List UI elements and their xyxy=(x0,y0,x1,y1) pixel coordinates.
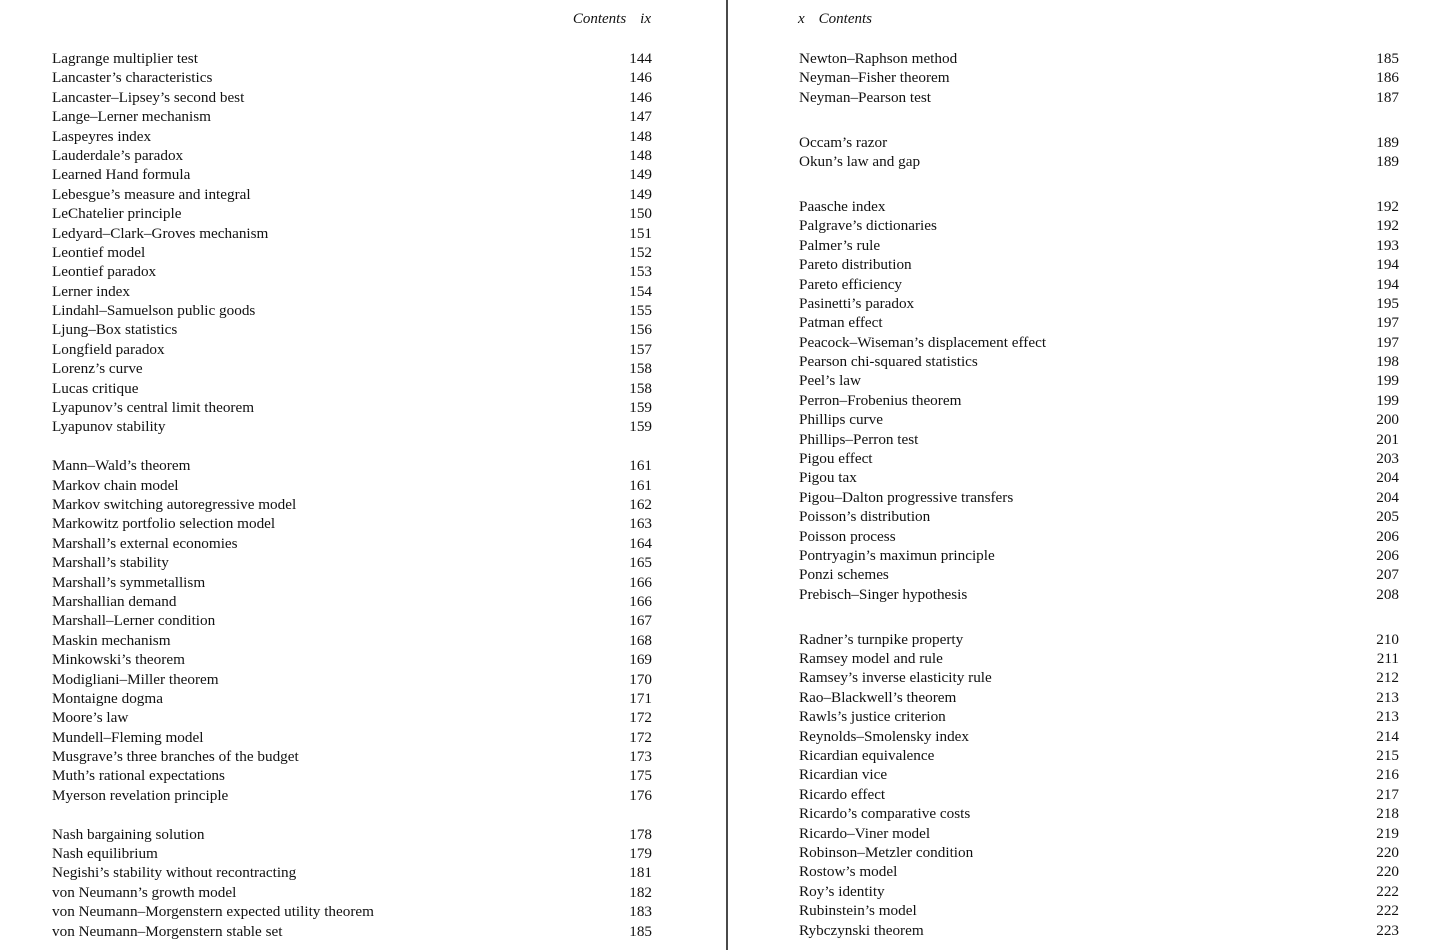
entry-page-number: 185 xyxy=(629,922,652,940)
entry-title: Learned Hand formula xyxy=(52,166,191,184)
toc-entry[interactable] xyxy=(52,611,652,630)
entry-title: Lorenz’s curve xyxy=(52,360,143,378)
entry-page-number: 197 xyxy=(1376,333,1399,351)
entry-page-number: 166 xyxy=(629,592,652,610)
entry-page-number: 153 xyxy=(629,263,652,281)
entry-title: von Neumann–Morgenstern stable set xyxy=(52,922,283,940)
entry-page-number: 213 xyxy=(1376,708,1399,726)
entry-title: Patman effect xyxy=(799,314,883,332)
entry-page-number: 159 xyxy=(629,418,652,436)
toc-entry[interactable] xyxy=(799,49,1399,68)
entry-title: Nash bargaining solution xyxy=(52,825,205,843)
toc-entry[interactable] xyxy=(52,456,652,475)
entry-page-number: 193 xyxy=(1376,236,1399,254)
toc-entry[interactable] xyxy=(799,649,1399,668)
entry-title: Myerson revelation principle xyxy=(52,786,229,804)
entry-title: Nash equilibrium xyxy=(52,845,158,863)
entry-page-number: 185 xyxy=(1376,50,1399,67)
entry-title: Lyapunov’s central limit theorem xyxy=(52,399,255,417)
entry-page-number: 212 xyxy=(1376,669,1399,687)
toc-entry[interactable] xyxy=(799,88,1399,107)
toc-entry[interactable] xyxy=(52,514,652,533)
toc-entry[interactable] xyxy=(799,746,1399,765)
entry-title: Prebisch–Singer hypothesis xyxy=(799,585,968,603)
entry-page-number: 148 xyxy=(629,127,652,145)
entry-page-number: 150 xyxy=(629,205,652,223)
entry-page-number: 192 xyxy=(1376,217,1399,235)
toc-entry[interactable] xyxy=(52,553,652,572)
entry-page-number: 144 xyxy=(629,50,652,67)
entry-title: Pareto efficiency xyxy=(799,275,903,293)
toc-entry[interactable] xyxy=(52,786,652,805)
toc-entry[interactable] xyxy=(799,488,1399,507)
toc-entry[interactable] xyxy=(52,534,652,553)
toc-entry[interactable] xyxy=(799,152,1399,171)
toc-entry[interactable] xyxy=(799,707,1399,726)
entry-title: Lange–Lerner mechanism xyxy=(52,108,211,126)
entry-page-number: 208 xyxy=(1376,585,1399,603)
entry-title: Roy’s identity xyxy=(799,882,885,900)
entry-page-number: 220 xyxy=(1376,843,1399,861)
entry-title: Lancaster–Lipsey’s second best xyxy=(52,88,245,106)
toc-entry[interactable] xyxy=(799,843,1399,862)
toc-entry[interactable] xyxy=(799,921,1399,940)
entry-title: Peacock–Wiseman’s displacement effect xyxy=(799,333,1047,351)
entry-page-number: 220 xyxy=(1376,863,1399,881)
toc-entry[interactable] xyxy=(799,255,1399,274)
entry-page-number: 186 xyxy=(1376,69,1399,87)
toc-entry[interactable] xyxy=(52,165,652,184)
entry-page-number: 167 xyxy=(629,612,652,630)
entry-title: Pigou–Dalton progressive transfers xyxy=(799,488,1014,506)
entry-title: Minkowski’s theorem xyxy=(52,651,185,669)
entry-title: Leontief paradox xyxy=(52,263,157,281)
toc-entry[interactable] xyxy=(799,668,1399,687)
entry-page-number: 198 xyxy=(1376,353,1399,371)
toc-entry[interactable] xyxy=(52,476,652,495)
toc-entry[interactable] xyxy=(52,592,652,611)
toc-entry[interactable] xyxy=(799,449,1399,468)
entry-title: Maskin mechanism xyxy=(52,631,171,649)
toc-entry[interactable] xyxy=(52,49,652,68)
entry-page-number: 204 xyxy=(1376,469,1399,487)
entry-page-number: 213 xyxy=(1376,688,1399,706)
entry-page-number: 155 xyxy=(629,302,652,320)
entry-title: Lerner index xyxy=(52,282,131,300)
toc-entry[interactable] xyxy=(799,785,1399,804)
entry-page-number: 164 xyxy=(629,534,652,552)
toc-entry[interactable] xyxy=(52,301,652,320)
toc-entry[interactable] xyxy=(52,417,652,436)
entry-title: Markov chain model xyxy=(52,476,179,494)
entry-page-number: 216 xyxy=(1376,766,1399,784)
entry-page-number: 199 xyxy=(1376,372,1399,390)
entry-title: Markowitz portfolio selection model xyxy=(52,515,276,533)
toc-entry[interactable] xyxy=(799,546,1399,565)
entry-title: Perron–Frobenius theorem xyxy=(799,391,962,409)
toc-entry[interactable] xyxy=(799,527,1399,546)
toc-entry[interactable] xyxy=(52,689,652,708)
toc-entry[interactable] xyxy=(799,804,1399,823)
entry-page-number: 206 xyxy=(1376,546,1399,564)
entry-page-number: 165 xyxy=(629,554,652,572)
entry-page-number: 183 xyxy=(629,903,652,921)
running-head-right xyxy=(798,11,872,28)
toc-entry[interactable] xyxy=(799,430,1399,449)
entry-title: Paasche index xyxy=(799,197,886,215)
entry-page-number: 222 xyxy=(1376,902,1399,920)
entry-title: Pigou tax xyxy=(799,469,857,487)
toc-entry[interactable] xyxy=(52,825,652,844)
entry-title: Marshall’s stability xyxy=(52,554,169,572)
entry-page-number: 195 xyxy=(1376,294,1399,312)
entry-page-number: 162 xyxy=(629,495,652,513)
entry-page-number: 189 xyxy=(1376,133,1399,151)
entry-page-number: 218 xyxy=(1376,805,1399,823)
entry-page-number: 169 xyxy=(629,651,652,669)
entry-title: Mundell–Fleming model xyxy=(52,728,204,746)
toc-entry[interactable] xyxy=(52,88,652,107)
toc-entry[interactable] xyxy=(799,585,1399,604)
entry-title: Palgrave’s dictionaries xyxy=(799,217,937,235)
toc-entry[interactable] xyxy=(799,727,1399,746)
entry-page-number: 154 xyxy=(629,282,652,300)
toc-entry[interactable] xyxy=(52,127,652,146)
toc-entry[interactable] xyxy=(52,650,652,669)
entry-title: Muth’s rational expectations xyxy=(52,767,225,785)
entry-page-number: 205 xyxy=(1376,508,1399,526)
entry-title: Phillips–Perron test xyxy=(799,430,919,448)
entry-page-number: 148 xyxy=(629,146,652,164)
toc-entry[interactable] xyxy=(52,204,652,223)
toc-entry[interactable] xyxy=(52,844,652,863)
toc-entry[interactable] xyxy=(799,371,1399,390)
entry-title: Ponzi schemes xyxy=(799,566,889,584)
toc-entry[interactable] xyxy=(52,224,652,243)
entry-page-number: 149 xyxy=(629,166,652,184)
entry-title: Ljung–Box statistics xyxy=(52,321,178,339)
toc-entry[interactable] xyxy=(52,766,652,785)
toc-entry[interactable] xyxy=(799,824,1399,843)
entry-page-number: 192 xyxy=(1376,197,1399,215)
entry-title: Peel’s law xyxy=(799,372,862,390)
entry-title: Pasinetti’s paradox xyxy=(799,294,915,312)
toc-entry[interactable] xyxy=(52,863,652,882)
entry-page-number: 151 xyxy=(629,224,652,242)
toc-entry[interactable] xyxy=(799,216,1399,235)
toc-entry[interactable] xyxy=(799,294,1399,313)
entry-title: Marshall’s external economies xyxy=(52,534,238,552)
contents-list-right xyxy=(799,49,1399,940)
entry-title: Rawls’s justice criterion xyxy=(799,708,946,726)
entry-page-number: 149 xyxy=(629,185,652,203)
contents-list-left xyxy=(52,49,652,941)
toc-entry[interactable] xyxy=(52,922,652,941)
group-spacer xyxy=(799,107,1399,133)
running-head-left xyxy=(573,11,651,28)
entry-title: Rubinstein’s model xyxy=(799,902,917,920)
entry-title: Phillips curve xyxy=(799,411,883,429)
entry-title: Lindahl–Samuelson public goods xyxy=(52,302,256,320)
toc-entry[interactable] xyxy=(799,468,1399,487)
entry-title: Leontief model xyxy=(52,243,146,261)
entry-page-number: 158 xyxy=(629,379,652,397)
entry-title: Lauderdale’s paradox xyxy=(52,146,184,164)
toc-entry[interactable] xyxy=(52,747,652,766)
entry-page-number: 194 xyxy=(1376,256,1399,274)
toc-entry[interactable] xyxy=(52,379,652,398)
toc-entry[interactable] xyxy=(52,68,652,87)
toc-entry[interactable] xyxy=(799,133,1399,152)
toc-entry[interactable] xyxy=(52,320,652,339)
group-spacer xyxy=(52,805,652,824)
toc-entry[interactable] xyxy=(52,670,652,689)
toc-entry[interactable] xyxy=(52,728,652,747)
entry-title: Ricardian equivalence xyxy=(799,747,935,764)
toc-entry[interactable] xyxy=(799,236,1399,255)
entry-page-number: 187 xyxy=(1376,88,1399,106)
entry-title: Negishi’s stability without recontracting xyxy=(52,864,297,882)
toc-entry[interactable] xyxy=(52,398,652,417)
entry-page-number: 156 xyxy=(629,321,652,339)
toc-entry[interactable] xyxy=(799,507,1399,526)
entry-page-number: 161 xyxy=(629,476,652,494)
entry-title: Ramsey model and rule xyxy=(799,650,943,668)
entry-page-number: 170 xyxy=(629,670,652,688)
entry-page-number: 179 xyxy=(629,845,652,863)
entry-title: Modigliani–Miller theorem xyxy=(52,670,219,688)
entry-page-number: 215 xyxy=(1376,747,1399,764)
toc-entry[interactable] xyxy=(799,68,1399,87)
entry-page-number: 217 xyxy=(1376,785,1399,803)
entry-page-number: 161 xyxy=(629,457,652,475)
entry-page-number: 163 xyxy=(629,515,652,533)
running-head-title: Contents xyxy=(818,11,873,27)
entry-title: Laspeyres index xyxy=(52,127,152,145)
entry-page-number: 204 xyxy=(1376,488,1399,506)
toc-entry[interactable] xyxy=(799,333,1399,352)
toc-entry[interactable] xyxy=(52,708,652,727)
entry-page-number: 219 xyxy=(1376,824,1399,842)
entry-title: Ricardo–Viner model xyxy=(799,824,931,842)
toc-entry[interactable] xyxy=(799,862,1399,881)
entry-title: Ramsey’s inverse elasticity rule xyxy=(799,669,992,687)
toc-entry[interactable] xyxy=(799,197,1399,216)
entry-page-number: 201 xyxy=(1376,430,1399,448)
entry-page-number: 146 xyxy=(629,88,652,106)
entry-title: Lebesgue’s measure and integral xyxy=(52,185,251,203)
entry-page-number: 146 xyxy=(629,69,652,87)
entry-title: Ledyard–Clark–Groves mechanism xyxy=(52,224,269,242)
toc-entry[interactable] xyxy=(52,185,652,204)
entry-title: Newton–Raphson method xyxy=(799,50,958,67)
toc-entry[interactable] xyxy=(799,313,1399,332)
left-page xyxy=(0,0,726,950)
group-spacer xyxy=(799,171,1399,197)
toc-entry[interactable] xyxy=(52,340,652,359)
toc-entry[interactable] xyxy=(52,631,652,650)
running-head-title: Contents xyxy=(572,11,627,27)
toc-entry[interactable] xyxy=(52,146,652,165)
toc-entry[interactable] xyxy=(799,765,1399,784)
entry-title: Marshall–Lerner condition xyxy=(52,612,216,630)
toc-entry[interactable] xyxy=(799,630,1399,649)
entry-title: Okun’s law and gap xyxy=(799,153,921,171)
entry-title: Rostow’s model xyxy=(799,863,898,881)
entry-page-number: 173 xyxy=(629,748,652,766)
entry-title: Neyman–Pearson test xyxy=(799,88,932,106)
entry-title: Palmer’s rule xyxy=(799,236,881,254)
entry-page-number: 175 xyxy=(629,767,652,785)
entry-title: Poisson’s distribution xyxy=(799,508,931,526)
entry-title: LeChatelier principle xyxy=(52,205,182,223)
entry-title: Radner’s turnpike property xyxy=(799,630,964,648)
toc-entry[interactable] xyxy=(799,882,1399,901)
entry-title: Robinson–Metzler condition xyxy=(799,843,974,861)
entry-page-number: 178 xyxy=(629,825,652,843)
entry-page-number: 189 xyxy=(1376,153,1399,171)
entry-title: Reynolds–Smolensky index xyxy=(799,727,970,745)
entry-title: Musgrave’s three branches of the budget xyxy=(52,748,299,766)
entry-page-number: 171 xyxy=(629,689,652,707)
group-spacer xyxy=(799,604,1399,630)
entry-page-number: 194 xyxy=(1376,275,1399,293)
entry-title: Lagrange multiplier test xyxy=(52,50,198,67)
entry-title: Pigou effect xyxy=(799,450,873,468)
entry-title: Pareto distribution xyxy=(799,256,912,274)
entry-title: Rybczynski theorem xyxy=(799,921,924,939)
entry-title: Ricardo effect xyxy=(799,785,886,803)
entry-page-number: 214 xyxy=(1376,727,1399,745)
entry-page-number: 223 xyxy=(1376,921,1399,939)
entry-title: Lucas critique xyxy=(52,379,139,397)
toc-entry[interactable] xyxy=(799,410,1399,429)
entry-page-number: 181 xyxy=(629,864,652,882)
entry-title: Neyman–Fisher theorem xyxy=(799,69,950,87)
toc-entry[interactable] xyxy=(52,282,652,301)
entry-page-number: 172 xyxy=(629,709,652,727)
right-page xyxy=(728,0,1454,950)
toc-entry[interactable] xyxy=(52,495,652,514)
toc-entry[interactable] xyxy=(799,352,1399,371)
entry-page-number: 172 xyxy=(629,728,652,746)
entry-title: Poisson process xyxy=(799,527,896,545)
entry-page-number: 197 xyxy=(1376,314,1399,332)
entry-page-number: 159 xyxy=(629,399,652,417)
entry-title: von Neumann’s growth model xyxy=(52,883,237,901)
entry-title: Pontryagin’s maximun principle xyxy=(799,546,995,564)
toc-entry[interactable] xyxy=(799,275,1399,294)
entry-title: von Neumann–Morgenstern expected utility theorem xyxy=(52,903,374,921)
entry-page-number: 152 xyxy=(629,243,652,261)
entry-title: Ricardo’s comparative costs xyxy=(799,805,971,823)
toc-entry[interactable] xyxy=(799,391,1399,410)
entry-title: Markov switching autoregressive model xyxy=(52,495,297,513)
toc-entry[interactable] xyxy=(52,573,652,592)
toc-entry[interactable] xyxy=(52,262,652,281)
toc-entry[interactable] xyxy=(52,883,652,902)
toc-entry[interactable] xyxy=(52,107,652,126)
toc-entry[interactable] xyxy=(799,565,1399,584)
entry-page-number: 168 xyxy=(629,631,652,649)
entry-page-number: 147 xyxy=(629,108,652,126)
entry-page-number: 199 xyxy=(1376,391,1399,409)
entry-page-number: 157 xyxy=(629,340,652,358)
toc-entry[interactable] xyxy=(799,688,1399,707)
entry-title: Moore’s law xyxy=(52,709,129,727)
entry-page-number: 176 xyxy=(629,786,652,804)
toc-entry[interactable] xyxy=(799,901,1399,920)
entry-page-number: 207 xyxy=(1376,566,1399,584)
entry-page-number: 200 xyxy=(1376,411,1399,429)
entry-page-number: 166 xyxy=(629,573,652,591)
running-head-page-number: x xyxy=(798,11,805,27)
entry-page-number: 203 xyxy=(1376,450,1399,468)
toc-entry[interactable] xyxy=(52,243,652,262)
entry-title: Lyapunov stability xyxy=(52,418,166,436)
toc-entry[interactable] xyxy=(52,902,652,921)
entry-title: Pearson chi-squared statistics xyxy=(799,353,978,371)
entry-title: Marshall’s symmetallism xyxy=(52,573,206,591)
entry-title: Lancaster’s characteristics xyxy=(52,69,213,87)
entry-title: Mann–Wald’s theorem xyxy=(52,457,191,475)
entry-page-number: 182 xyxy=(629,883,652,901)
running-head-page-number: ix xyxy=(640,11,651,27)
entry-title: Occam’s razor xyxy=(799,133,888,151)
group-spacer xyxy=(52,437,652,456)
entry-page-number: 158 xyxy=(629,360,652,378)
entry-page-number: 206 xyxy=(1376,527,1399,545)
toc-entry[interactable] xyxy=(52,359,652,378)
entry-title: Ricardian vice xyxy=(799,766,888,784)
entry-page-number: 222 xyxy=(1376,882,1399,900)
entry-page-number: 210 xyxy=(1376,630,1399,648)
entry-page-number: 211 xyxy=(1376,650,1399,668)
entry-title: Rao–Blackwell’s theorem xyxy=(799,688,957,706)
entry-title: Longfield paradox xyxy=(52,340,165,358)
entry-title: Marshallian demand xyxy=(52,592,177,610)
entry-title: Montaigne dogma xyxy=(52,689,163,707)
